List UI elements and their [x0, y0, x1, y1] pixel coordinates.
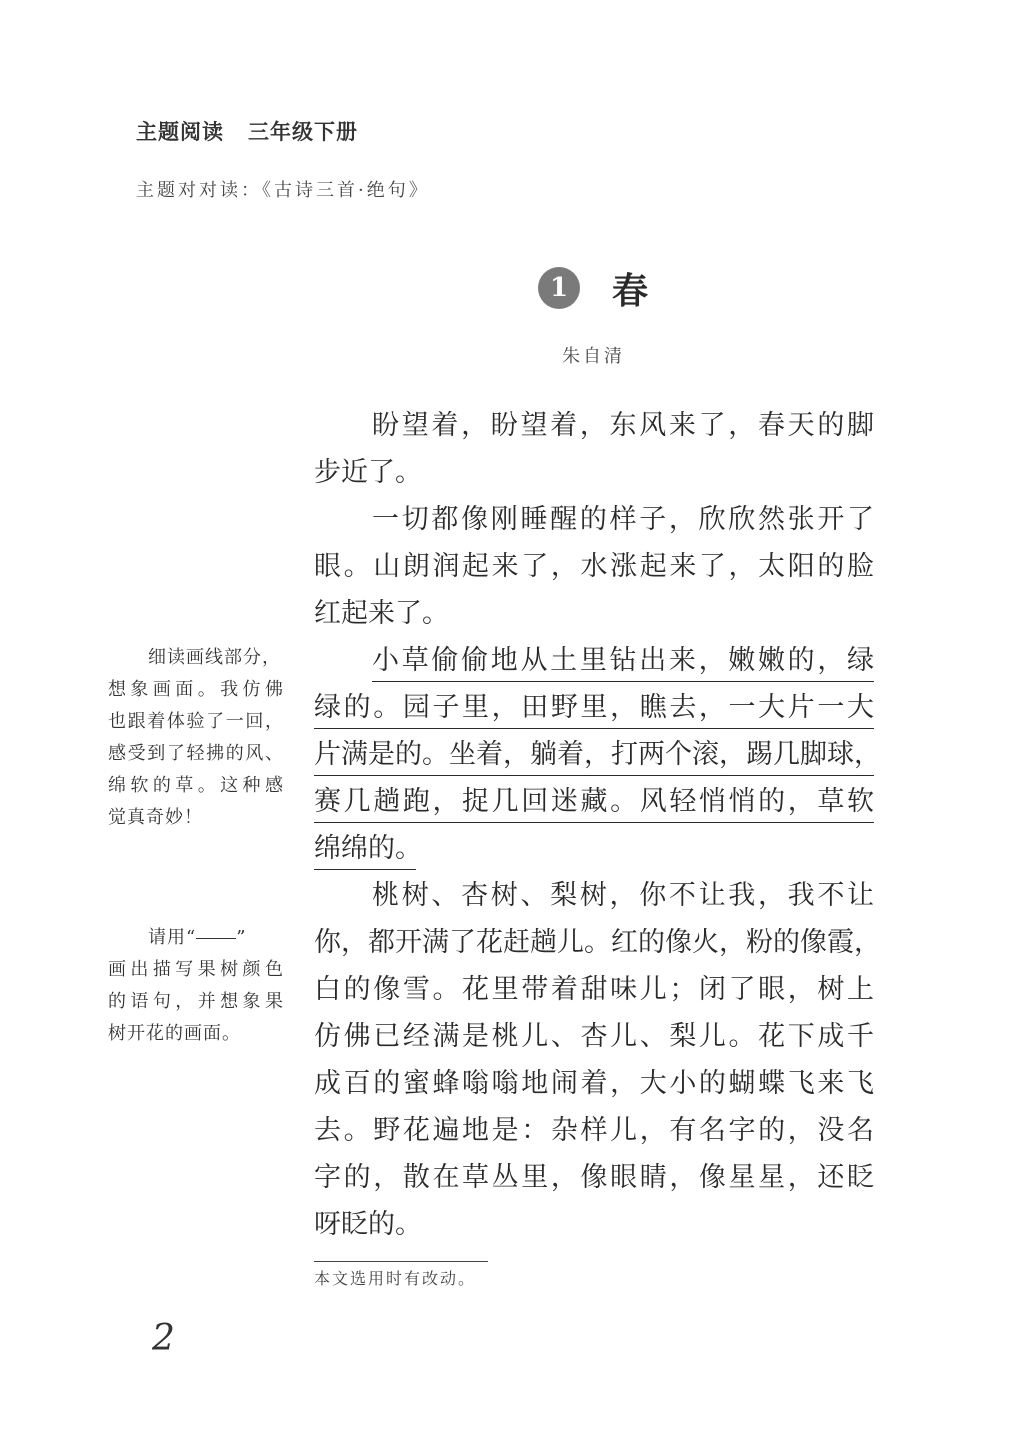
side-note-line: 树开花的画面。: [108, 1023, 241, 1044]
side-note-line: 细读画线部分，: [148, 647, 281, 668]
side-note-line: 的 语 句 ， 并 想 象 果: [108, 991, 284, 1012]
side-note-line: 想 象 画 面 。 我 仿 佛: [108, 679, 284, 700]
body-line: 仿 佛 已 经 满 是 桃 儿 、 杏 儿 、 梨 儿 。 花 下 成 千: [314, 1021, 874, 1052]
series-title: 主题阅读: [136, 120, 224, 144]
note-close-quote: ”: [236, 927, 247, 948]
author-name: 朱自清: [562, 346, 625, 367]
body-line: 你 ， 都 开 满 了 花 赶 趟 儿 。 红 的 像 火 ， 粉 的 像 霞 ，: [314, 927, 881, 958]
underlined-line: 片 满 是 的 。 坐 着 ， 躺 着 ， 打 两 个 滚 ， 踢 几 脚 球 ，: [314, 731, 874, 778]
side-note-line: 也 跟 着 体 验 了 一 回 ，: [108, 711, 284, 732]
theme-pairing-label: 主题对对读：《古诗三首·绝句》: [136, 180, 430, 201]
article-body: [314, 402, 881, 1248]
body-line: 桃 树 、 杏 树 、 梨 树 ， 你 不 让 我 ， 我 不 让: [372, 880, 874, 911]
side-note-underline: [108, 642, 284, 834]
body-line: 呀眨的。: [314, 1209, 422, 1240]
footnote-divider: [314, 1261, 488, 1262]
body-line: 白 的 像 雪 。 花 里 带 着 甜 味 儿 ； 闭 了 眼 ， 树 上: [314, 974, 874, 1005]
body-line: 红起来了。: [314, 598, 449, 629]
lesson-title: 春: [612, 269, 649, 312]
body-line: 字 的 ， 散 在 草 丛 里 ， 像 眼 睛 ， 像 星 星 ， 还 眨: [314, 1162, 874, 1193]
page-number: 2: [152, 1318, 175, 1359]
lesson-title-row: [538, 264, 648, 312]
note-open-quote: 请用“: [148, 927, 197, 948]
book-header: [136, 116, 358, 146]
underlined-line: 绿 的 。 园 子 里 ， 田 野 里 ， 瞧 去 ， 一 大 片 一 大: [314, 684, 874, 731]
footnote: 本文选用时有改动。: [314, 1269, 477, 1288]
underlined-line: 小 草 偷 偷 地 从 土 里 钻 出 来 ， 嫩 嫩 的 ， 绿: [314, 637, 874, 684]
body-line: 步近了。: [314, 457, 422, 488]
grade-label: 三年级下册: [248, 120, 358, 144]
underline-blank: [196, 922, 236, 939]
side-note-line: [108, 922, 284, 954]
body-line: 成 百 的 蜜 蜂 嗡 嗡 地 闹 着 ， 大 小 的 蝴 蝶 飞 来 飞: [314, 1068, 874, 1099]
body-line: 去 。 野 花 遍 地 是 ： 杂 样 儿 ， 有 名 字 的 ， 没 名: [314, 1115, 874, 1146]
lesson-number-badge: 1: [538, 267, 580, 309]
side-note-line: 感 受 到 了 轻 拂 的 风 、: [108, 743, 284, 764]
side-note-line: 觉真奇妙！: [108, 807, 203, 828]
body-line: 眼 。 山 朗 润 起 来 了 ， 水 涨 起 来 了 ， 太 阳 的 脸: [314, 551, 874, 582]
body-line: 一 切 都 像 刚 睡 醒 的 样 子 ， 欣 欣 然 张 开 了: [372, 504, 874, 535]
underlined-line: 赛 几 趟 跑 ， 捉 几 回 迷 藏 。 风 轻 悄 悄 的 ， 草 软: [314, 778, 874, 825]
underlined-line: 绵绵的。: [314, 825, 874, 872]
body-line: 盼 望 着 ， 盼 望 着 ， 东 风 来 了 ， 春 天 的 脚: [372, 410, 874, 441]
side-note-task: [108, 922, 284, 1050]
side-note-line: 绵 软 的 草 。 这 种 感: [108, 775, 284, 796]
side-note-line: 画 出 描 写 果 树 颜 色: [108, 959, 284, 980]
